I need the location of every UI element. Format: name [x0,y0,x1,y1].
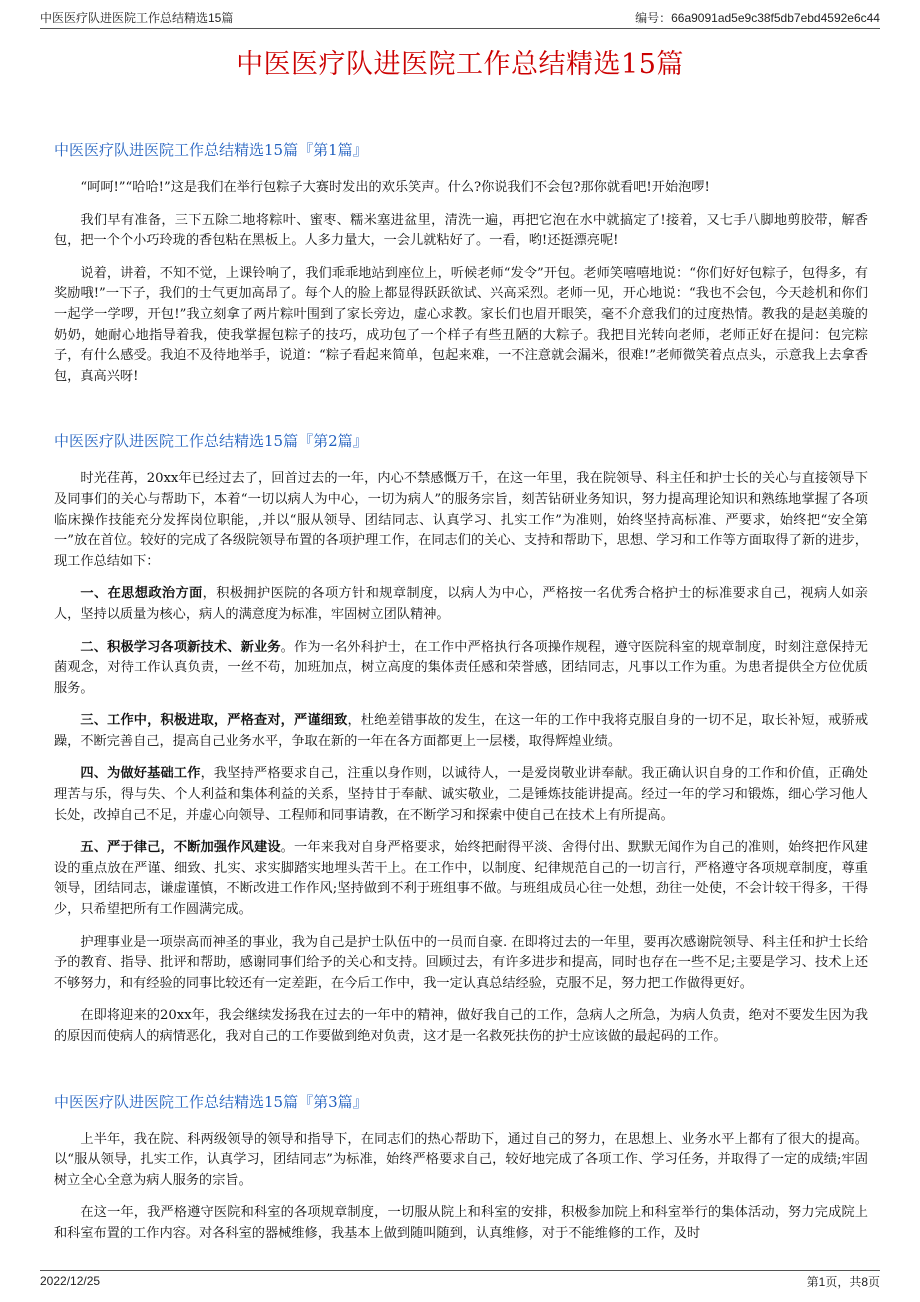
paragraph: 时光荏苒，20xx年已经过去了，回首过去的一年，内心不禁感慨万千，在这一年里，我在院领导、科主任和护士长的关心与直接领导下及同事们的关心与帮助下，本着“一切以病人为中心，一切为病人”的服务宗旨，刻苦钻研业务知识，努力提高理论知识和熟练地掌握了各项临床操作技能充分发挥岗位职能，,并以“服从领导、团结同志、认真学习、扎实工作”为准则，始终坚持高标准、严要求，始终把“安全第一”放在首位。较好的完成了各级院领导布置的各项护理工作，在同志们的关心、支持和帮助下，思想、学习和工作等方面取得了新的进步，现工作总结如下： [54,471,868,569]
section-1 [54,140,868,387]
item-lead: 四、为做好基础工作 [80,766,201,782]
item-text: 。作为一名外科护士，在工作中严格执行各项操作规程，遵守医院科室的规章制度，时刻注意保持无菌观念，对待工作认真负责，一丝不苟，加班加点，树立高度的集体责任感和荣誉感，团结同志，凡事以工作为重。为患者提供全方位优质服务。 [54,639,868,696]
list-item [54,764,868,826]
header-doc-name: 中医医疗队进医院工作总结精选15篇 [40,10,234,25]
section-heading: 中医医疗队进医院工作总结精选15篇『第2篇』 [54,432,368,451]
paragraph: 说着，讲着，不知不觉，上课铃响了，我们乖乖地站到座位上，听候老师“发令”开包。老师笑嘻嘻地说：“你们好好包粽子，包得多，有奖励哦!”一下子，我们的士气更加高昂了。每个人的脸上都显得跃跃欲试、兴高采烈。老师一见，开心地说：“我也不会包，今天趁机和你们一起学一学啰，开包!”我立刻拿了两片粽叶围到了家长旁边，虚心求教。家长们也眉开眼笑，毫不介意我们的过度热情。教我的是赵美璇的奶奶，她耐心地指导着我，使我掌握包粽子的技巧，成功包了一个样子有些丑陋的大粽子。我把目光转向老师，老师正好在提问：包完粽子，有什么感受。我迫不及待地举手，说道：“粽子看起来简单，包起来难，一不注意就会漏米，很难!”老师微笑着点点头，示意我上去拿香包，真高兴呀! [54,265,868,384]
item-lead: 五、严于律己，不断加强作风建设 [80,840,281,856]
list-item [54,584,868,625]
paragraph: 在即将迎来的20xx年，我会继续发扬我在过去的一年中的精神，做好我自己的工作，急病人之所急，为病人负责，绝对不要发生因为我的原因而使病人的病情恶化，我对自己的工作要做到绝对负责，这才是一名救死扶伤的护士应该做的最起码的工作。 [54,1008,868,1044]
page-header [40,6,880,29]
paragraph: 在这一年，我严格遵守医院和科室的各项规章制度，一切服从院上和科室的安排，积极参加院上和科室举行的集体活动，努力完成院上和科室布置的工作内容。对各科室的器械维修，我基本上做到随叫随到，认真维修，对于不能维修的工作，及时 [54,1205,868,1241]
page-footer [40,1270,880,1291]
paragraph: “呵呵!”“哈哈!”这是我们在举行包粽子大赛时发出的欢乐笑声。什么?你说我们不会包?那你就看吧!开始泡啰! [80,180,710,195]
section-2 [54,431,868,1047]
item-lead: 一、在思想政治方面 [80,586,203,602]
paragraph: 我们早有准备，三下五除二地将粽叶、蜜枣、糯米塞进盆里，清洗一遍，再把它泡在水中就搞定了!接着，又七手八脚地剪胶带，解香包，把一个个小巧玲珑的香包粘在黑板上。人多力量大，一会儿就粘好了。一看，哟!还挺漂亮呢! [54,212,868,249]
list-item [54,638,868,700]
paragraph: 护理事业是一项崇高而神圣的事业，我为自己是护士队伍中的一员而自豪. 在即将过去的一年里，要再次感谢院领导、科主任和护士长给予的教育、指导、批评和帮助，感谢同事们给予的关心和支持。回顾过去，有许多进步和提高，同时也存在一些不足;主要是学习、技术上还不够努力，和有经验的同事比较还有一定差距，在今后工作中，我一定认真总结经验，克服不足，努力把工作做得更好。 [54,934,868,991]
item-text: ，我坚持严格要求自己，注重以身作则，以诚待人，一是爱岗敬业讲奉献。我正确认识自身的工作和价值，正确处理苦与乐，得与失、个人利益和集体利益的关系，坚持甘于奉献、诚实敬业，二是锤炼技能讲提高。经过一年的学习和锻炼，细心学习他人长处，改掉自己不足，并虚心向领导、工程师和同事请教，在不断学习和探索中使自己在技术上有所提高。 [54,766,868,823]
paragraph: 上半年，我在院、科两级领导的领导和指导下，在同志们的热心帮助下，通过自己的努力，在思想上、业务水平上都有了很大的提高。以“服从领导，扎实工作，认真学习，团结同志”为标准，始终严格要求自己，较好地完成了各项工作、学习任务，并取得了一定的成绩;牢固树立全心全意为病人服务的宗旨。 [54,1131,868,1188]
item-text: ，积极拥护医院的各项方针和规章制度，以病人为中心，严格按一名优秀合格护士的标准要求自己，视病人如亲人，坚持以质量为核心，病人的满意度为标准，牢固树立团队精神。 [54,586,868,622]
item-lead: 二、积极学习各项新技术、新业务 [80,639,281,655]
list-item [54,711,868,752]
item-text: ，杜绝差错事故的发生，在这一年的工作中我将克服自身的一切不足，取长补短，戒骄戒躁，不断完善自己，提高自己业务水平，争取在新的一年在各方面都更上一层楼，取得辉煌业绩。 [54,713,869,749]
header-doc-id: 编号：66a9091ad5e9c38f5db7ebd4592e6c44 [635,10,880,25]
section-heading: 中医医疗队进医院工作总结精选15篇『第3篇』 [54,1092,368,1111]
section-3 [54,1092,868,1245]
list-item [54,838,868,920]
item-text: 。一年来我对自身严格要求，始终把耐得平淡、舍得付出、默默无闻作为自己的准则，始终把作风建设的重点放在严谨、细致、扎实、求实脚踏实地埋头苦干上。在工作中，以制度、纪律规范自己的一切言行，严格遵守各项规章制度，尊重领导，团结同志，谦虚谨慎，不断改进工作作风;坚持做到不利于班组事不做。与班组成员心往一处想，劲往一处使，不会计较干得多，干得少，只希望把所有工作圆满完成。 [54,840,868,918]
item-lead: 三、工作中，积极进取，严格查对，严谨细致 [80,713,348,729]
document-body [54,140,868,1257]
footer-date: 2022/12/25 [40,1274,101,1288]
section-heading: 中医医疗队进医院工作总结精选15篇『第1篇』 [54,141,368,159]
page-number: 第1页，共8页 [806,1274,880,1289]
document-title: 中医医疗队进医院工作总结精选15篇 [236,49,684,80]
